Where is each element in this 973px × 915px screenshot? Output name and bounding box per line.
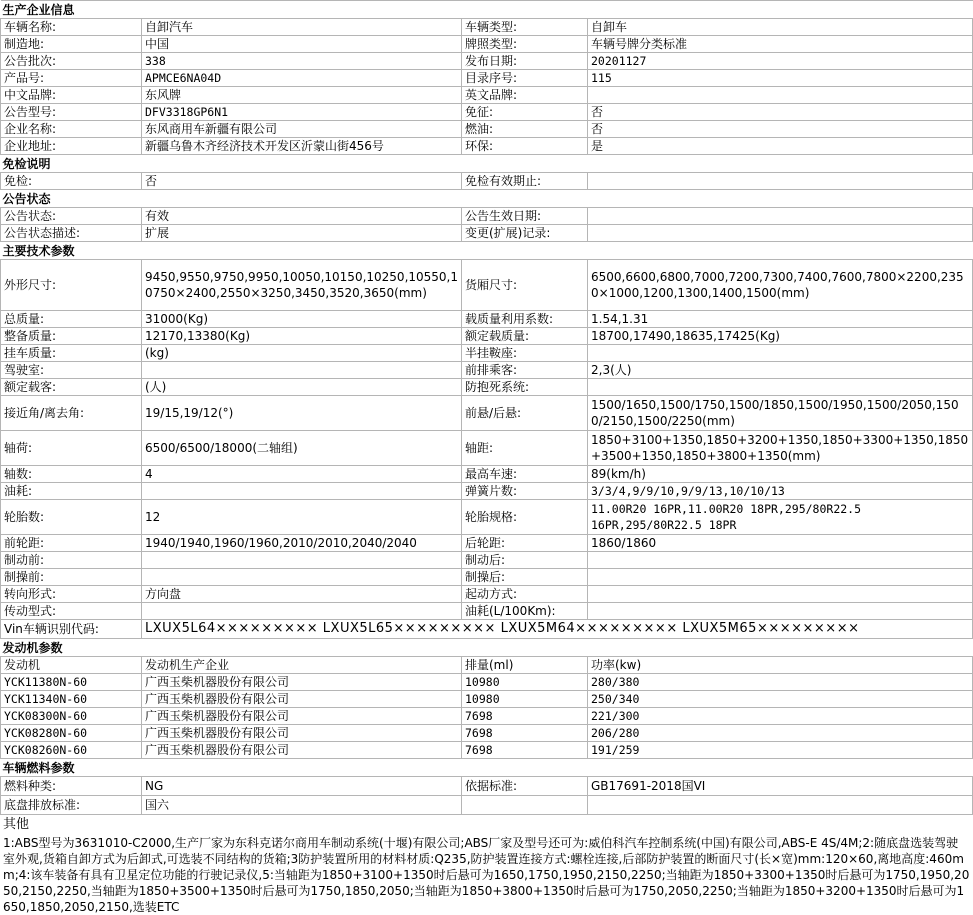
field-value	[588, 569, 973, 586]
engine-row	[1, 674, 973, 691]
field-value: 89(km/h)	[588, 466, 973, 483]
field-value: 338	[142, 53, 462, 70]
field-label: 企业名称:	[1, 121, 142, 138]
field-value: 18700,17490,18635,17425(Kg)	[588, 328, 973, 345]
engine-header-row	[1, 657, 973, 674]
engine-header: 功率(kw)	[588, 657, 973, 674]
field-value	[588, 500, 973, 535]
field-label: 免检有效期止:	[462, 173, 588, 190]
field-label: 接近角/离去角:	[1, 396, 142, 431]
field-label: 制造地:	[1, 36, 142, 53]
field-value: 否	[142, 173, 462, 190]
engine-row	[1, 725, 973, 742]
field-label: 车辆类型:	[462, 19, 588, 36]
section-title-producer: 生产企业信息	[1, 1, 973, 19]
engine-model: YCK08280N-60	[1, 725, 142, 742]
engine-displacement: 7698	[462, 742, 588, 759]
field-value: DFV3318GP6N1	[142, 104, 462, 121]
field-label: 轴距:	[462, 431, 588, 466]
field-label: 半挂鞍座:	[462, 345, 588, 362]
field-label: 油耗:	[1, 483, 142, 500]
section-title-exemption: 免检说明	[1, 155, 973, 173]
field-label: 中文品牌:	[1, 87, 142, 104]
field-label: 发布日期:	[462, 53, 588, 70]
field-value: (人)	[142, 379, 462, 396]
engine-header: 发动机	[1, 657, 142, 674]
field-label: 英文品牌:	[462, 87, 588, 104]
engine-power: 191/259	[588, 742, 973, 759]
engine-power: 280/380	[588, 674, 973, 691]
engine-maker: 广西玉柴机器股份有限公司	[142, 691, 462, 708]
field-label: 轮胎数:	[1, 500, 142, 535]
section-title-engine: 发动机参数	[1, 639, 973, 657]
field-value: 国六	[142, 796, 462, 815]
field-label: 转向形式:	[1, 586, 142, 603]
field-label: 最高车速:	[462, 466, 588, 483]
field-label: 企业地址:	[1, 138, 142, 155]
engine-displacement: 10980	[462, 674, 588, 691]
engine-row	[1, 742, 973, 759]
field-value: 4	[142, 466, 462, 483]
engine-row	[1, 691, 973, 708]
field-value: 20201127	[588, 53, 973, 70]
field-value: 有效	[142, 208, 462, 225]
field-label: 公告批次:	[1, 53, 142, 70]
engine-power: 206/280	[588, 725, 973, 742]
engine-maker: 广西玉柴机器股份有限公司	[142, 725, 462, 742]
field-label: 前轮距:	[1, 535, 142, 552]
field-value	[142, 483, 462, 500]
other-notes: 1:ABS型号为3631010-C2000,生产厂家为东科克诺尔商用车制动系统(十堰)有限公司;ABS厂家及型号还可为:威伯科汽车控制系统(中国)有限公司,ABS-E 4S/4M;2:随底盘选装驾驶室外观,货箱自卸方式为后卸式,可选装不同结构的货箱;3防护装置所用的材料材质:Q235,防护装置连接方式:螺栓连接,后部防护装置的断面尺寸(长×宽)mm:120×60,离地高度:460mm;4:该车装备有具有卫星定位功能的行驶记录仪,5:当轴距为1850+3100+1350时后悬可为1650,1750,1950,2150,2250;当轴距为1850+3300+1350时后悬可为1750,1950,2050,2150,2250,当轴距为1850+3500+1350时后悬可为1750,1850,2050;当轴距为1850+3800+1350时后悬可为1750,2050,2250;当轴距为1850+3200+1350时后悬可为1650,1850,2050,2150,选装ETC	[3, 836, 970, 914]
engine-model: YCK11340N-60	[1, 691, 142, 708]
field-label: 整备质量:	[1, 328, 142, 345]
engine-maker: 广西玉柴机器股份有限公司	[142, 742, 462, 759]
field-label: 环保:	[462, 138, 588, 155]
field-label: 轴数:	[1, 466, 142, 483]
field-value: 扩展	[142, 225, 462, 242]
field-value	[588, 225, 973, 242]
field-label: 公告生效日期:	[462, 208, 588, 225]
field-label: 挂车质量:	[1, 345, 142, 362]
field-label: 燃料种类:	[1, 777, 142, 796]
field-value: 6500/6500/18000(二轴组)	[142, 431, 462, 466]
section-title-tech: 主要技术参数	[1, 242, 973, 260]
field-value	[588, 173, 973, 190]
field-value: 3/3/4,9/9/10,9/9/13,10/10/13	[588, 483, 973, 500]
field-value: APMCE6NA04D	[142, 70, 462, 87]
field-value: 6500,6600,6800,7000,7200,7300,7400,7600,7800×2200,2350×1000,1200,1300,1400,1500(mm)	[588, 260, 973, 311]
field-value	[588, 379, 973, 396]
field-label: 防抱死系统:	[462, 379, 588, 396]
field-value: 否	[588, 121, 973, 138]
field-label: 弹簧片数:	[462, 483, 588, 500]
field-value	[588, 552, 973, 569]
field-label: 油耗(L/100Km):	[462, 603, 588, 620]
engine-row	[1, 708, 973, 725]
field-value: NG	[142, 777, 462, 796]
field-value	[142, 552, 462, 569]
field-label: 依据标准:	[462, 777, 588, 796]
field-label: 前悬/后悬:	[462, 396, 588, 431]
field-label: 制操后:	[462, 569, 588, 586]
field-value: 东风商用车新疆有限公司	[142, 121, 462, 138]
field-value	[588, 603, 973, 620]
vin-value: LXUX5L64××××××××× LXUX5L65××××××××× LXUX5M64××××××××× LXUX5M65×××××××××	[142, 620, 973, 639]
tire-spec-line-2: 16PR,295/80R22.5 18PR	[591, 518, 737, 532]
field-value: 31000(Kg)	[142, 311, 462, 328]
section-title-fuel: 车辆燃料参数	[1, 759, 973, 777]
field-label: 轴荷:	[1, 431, 142, 466]
field-label: 车辆名称:	[1, 19, 142, 36]
field-label: 载质量利用系数:	[462, 311, 588, 328]
field-label: 燃油:	[462, 121, 588, 138]
field-value: 中国	[142, 36, 462, 53]
field-label: 制动后:	[462, 552, 588, 569]
field-value: 1860/1860	[588, 535, 973, 552]
field-value: 12	[142, 500, 462, 535]
engine-power: 250/340	[588, 691, 973, 708]
field-value: 1850+3100+1350,1850+3200+1350,1850+3300+1350,1850+3500+1350,1850+3800+1350(mm)	[588, 431, 973, 466]
field-label: 起动方式:	[462, 586, 588, 603]
field-value: 19/15,19/12(°)	[142, 396, 462, 431]
field-value: 车辆号牌分类标准	[588, 36, 973, 53]
field-value	[588, 586, 973, 603]
field-label: 公告状态:	[1, 208, 142, 225]
field-label: 制操前:	[1, 569, 142, 586]
field-label	[462, 796, 588, 815]
engine-header: 排量(ml)	[462, 657, 588, 674]
field-label: 变更(扩展)记录:	[462, 225, 588, 242]
field-value: 自卸汽车	[142, 19, 462, 36]
field-label: 目录序号:	[462, 70, 588, 87]
field-label: 外形尺寸:	[1, 260, 142, 311]
field-label: 免检:	[1, 173, 142, 190]
field-value: 2,3(人)	[588, 362, 973, 379]
field-value	[142, 603, 462, 620]
field-value: (kg)	[142, 345, 462, 362]
vin-label: Vin车辆识别代码:	[1, 620, 142, 639]
field-value	[588, 208, 973, 225]
field-label: 传动型式:	[1, 603, 142, 620]
field-label: 产品号:	[1, 70, 142, 87]
engine-displacement: 7698	[462, 708, 588, 725]
field-label: 额定载客:	[1, 379, 142, 396]
field-label: 货厢尺寸:	[462, 260, 588, 311]
section-title-notice-status: 公告状态	[1, 190, 973, 208]
field-value: 1.54,1.31	[588, 311, 973, 328]
field-label: 驾驶室:	[1, 362, 142, 379]
tire-spec-line-1: 11.00R20 16PR,11.00R20 18PR,295/80R22.5	[591, 502, 862, 516]
field-value: 方向盘	[142, 586, 462, 603]
engine-model: YCK08300N-60	[1, 708, 142, 725]
section-title-other: 其他	[3, 817, 30, 832]
field-value: 1500/1650,1500/1750,1500/1850,1500/1950,1500/2050,1500/2150,1500/2250(mm)	[588, 396, 973, 431]
engine-model: YCK08260N-60	[1, 742, 142, 759]
field-value: 自卸车	[588, 19, 973, 36]
field-value: 1940/1940,1960/1960,2010/2010,2040/2040	[142, 535, 462, 552]
field-value: 否	[588, 104, 973, 121]
field-value	[142, 362, 462, 379]
field-label: 公告型号:	[1, 104, 142, 121]
field-value	[588, 87, 973, 104]
field-label: 制动前:	[1, 552, 142, 569]
field-label: 额定载质量:	[462, 328, 588, 345]
engine-displacement: 10980	[462, 691, 588, 708]
field-value	[588, 345, 973, 362]
field-label: 底盘排放标准:	[1, 796, 142, 815]
field-label: 总质量:	[1, 311, 142, 328]
field-value: GB17691-2018国VI	[588, 777, 973, 796]
field-value: 是	[588, 138, 973, 155]
field-label: 公告状态描述:	[1, 225, 142, 242]
engine-power: 221/300	[588, 708, 973, 725]
field-label: 免征:	[462, 104, 588, 121]
field-value: 9450,9550,9750,9950,10050,10150,10250,10550,10750×2400,2550×3250,3450,3520,3650(mm)	[142, 260, 462, 311]
field-value	[588, 796, 973, 815]
field-label: 后轮距:	[462, 535, 588, 552]
field-value: 东风牌	[142, 87, 462, 104]
engine-maker: 广西玉柴机器股份有限公司	[142, 674, 462, 691]
field-label: 牌照类型:	[462, 36, 588, 53]
field-label: 前排乘客:	[462, 362, 588, 379]
field-value: 新疆乌鲁木齐经济技术开发区沂蒙山街456号	[142, 138, 462, 155]
field-value: 12170,13380(Kg)	[142, 328, 462, 345]
engine-displacement: 7698	[462, 725, 588, 742]
field-label: 轮胎规格:	[462, 500, 588, 535]
engine-model: YCK11380N-60	[1, 674, 142, 691]
field-value	[142, 569, 462, 586]
engine-header: 发动机生产企业	[142, 657, 462, 674]
engine-maker: 广西玉柴机器股份有限公司	[142, 708, 462, 725]
field-value: 115	[588, 70, 973, 87]
